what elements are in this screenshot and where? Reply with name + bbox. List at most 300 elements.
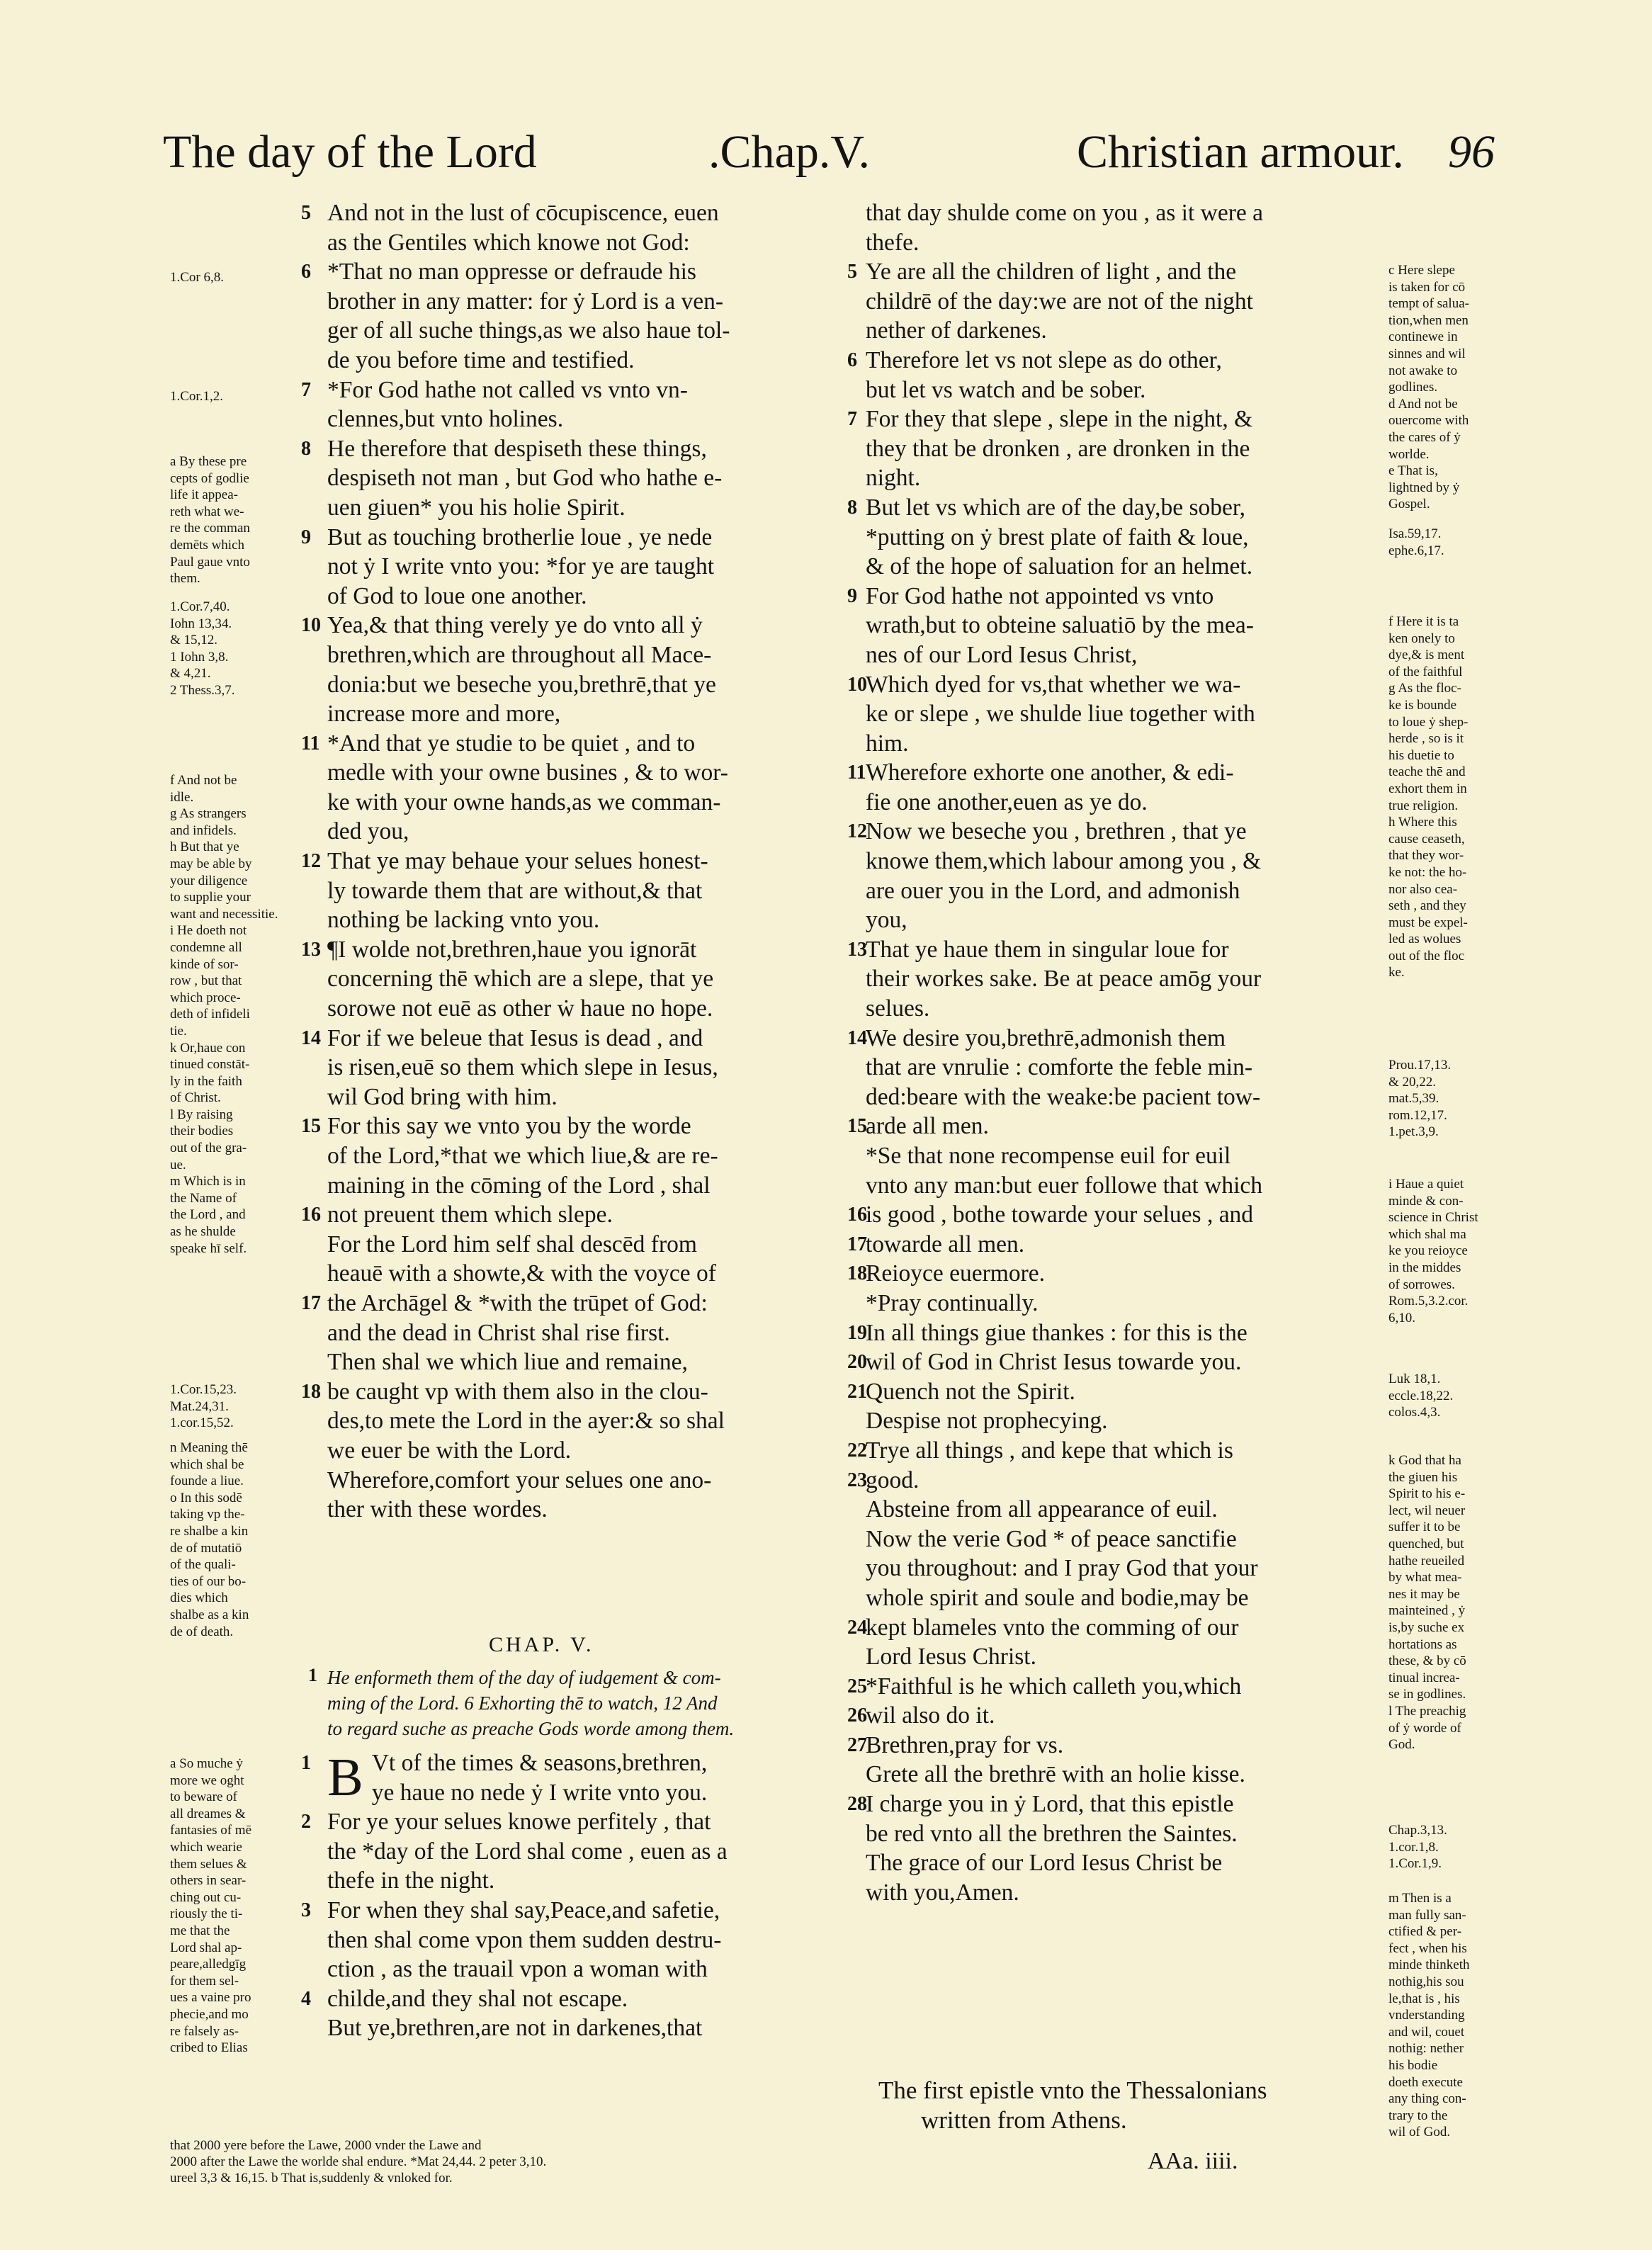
margin-note-line: the giuen his (1388, 1469, 1458, 1485)
text-line: the *day of the Lord shal come , euen as a (327, 1838, 728, 1865)
margin-note-line: k God that ha (1388, 1453, 1461, 1468)
text-line: nes of our Lord Iesus Christ, (866, 641, 1138, 668)
margin-note-line: Gospel. (1388, 497, 1430, 512)
margin-note-line: l The preachig (1388, 1703, 1466, 1719)
margin-note-line: continewe in (1388, 329, 1458, 345)
margin-note-line: doeth execute (1388, 2074, 1463, 2090)
margin-note-line: Spirit to his e- (1388, 1486, 1466, 1502)
verse-number: 25 (847, 1675, 867, 1697)
verse-number (847, 1406, 866, 1436)
margin-note-line: phecie,and mo (170, 2006, 249, 2022)
margin-note-line: ly in the faith (170, 1073, 242, 1089)
margin-note-line: founde a liue. (170, 1474, 244, 1489)
argument-line: ming of the Lord. 6 Exhorting thē to watch, 12 And (327, 1692, 718, 1714)
verse-number (301, 228, 325, 258)
text-line: not preuent them which slepe. (327, 1202, 613, 1228)
margin-note-line: eccle.18,22. (1388, 1388, 1454, 1403)
text-line: For the Lord him self shal descēd from (327, 1231, 697, 1257)
verse-number (847, 1171, 866, 1201)
text-line: Ye are all the children of light , and the (866, 259, 1237, 286)
verse-number (847, 1819, 866, 1849)
margin-note-line: e That is, (1388, 463, 1438, 479)
verse-number: 7 (847, 408, 857, 431)
margin-note-line: i Haue a quiet (1388, 1177, 1464, 1192)
margin-note-line: as he shulde (170, 1224, 236, 1240)
margin-note-line: & 20,22. (1388, 1074, 1437, 1090)
text-line: *putting on ẏ brest plate of faith & loue, (866, 524, 1249, 550)
margin-note-line: sinnes and wil (1388, 346, 1466, 361)
margin-note-line: ue. (170, 1157, 186, 1172)
verse-number (301, 346, 325, 375)
margin-note-line: ties of our bo- (170, 1573, 247, 1589)
margin-note-line: peare,alledgīg (170, 1957, 247, 1972)
text-line: ther with these wordes. (327, 1496, 548, 1523)
margin-note-line: re falsely as- (170, 2023, 239, 2039)
verse-number (301, 1866, 325, 1896)
verse-number: 19 (847, 1321, 867, 1344)
text-line: are ouer you in the Lord, and admonish (866, 877, 1240, 904)
margin-note-line: the Lord , and (170, 1207, 246, 1223)
text-line: Therefore let vs not slepe as do other, (866, 346, 1222, 373)
text-line: Reioyce euermore. (866, 1260, 1045, 1287)
margin-note-line: mainteined , ẏ (1388, 1603, 1466, 1619)
drop-cap: B (327, 1748, 363, 1807)
text-line: medle with your owne busines , & to wor- (327, 759, 728, 786)
verse-number (301, 1837, 325, 1867)
right-margin-note-7 (1388, 1452, 1495, 1753)
margin-note-line: Lord shal ap- (170, 1940, 242, 1955)
text-line: ke or slepe , we shulde liue together with (866, 701, 1255, 728)
text-line: wrath,but to obteine saluatiō by the mea- (866, 612, 1254, 639)
verse-number: 18 (301, 1380, 321, 1403)
text-line: night. (866, 465, 921, 492)
text-line: heauē with a showte,& with the voyce of (327, 1260, 716, 1287)
margin-note-line: of sorrowes. (1388, 1277, 1455, 1292)
text-line: kept blameles vnto the comming of our (866, 1614, 1239, 1641)
margin-note-line: f And not be (170, 773, 237, 788)
verse-number (847, 611, 866, 640)
text-line: despiseth not man , but God who hathe e- (327, 465, 723, 492)
text-line: I charge you in ẏ Lord, that this epistle (866, 1791, 1234, 1818)
margin-note-line: colos.4,3. (1388, 1405, 1441, 1420)
margin-note-line: cause ceaseth, (1388, 831, 1465, 847)
margin-note-line: ephe.6,17. (1388, 543, 1444, 558)
right-margin-note-2 (1388, 526, 1495, 559)
text-line: ded you, (327, 818, 409, 845)
margin-note-line: taking vp the- (170, 1507, 245, 1522)
verse-number (847, 1141, 866, 1171)
margin-note-line: 1.pet.3,9. (1388, 1124, 1439, 1140)
verse-number (847, 699, 866, 729)
right-margin-note-1 (1388, 262, 1495, 513)
margin-note-line: ke you reioyce (1388, 1243, 1468, 1259)
signature-mark: AAa. iiii. (1148, 2148, 1238, 2174)
margin-note-line: their bodies (170, 1124, 234, 1139)
margin-note-line: the cares of ẏ (1388, 429, 1461, 445)
left-margin-note-8 (170, 1756, 312, 2057)
chapter-text (327, 1748, 837, 2043)
left-margin-note-2 (170, 388, 312, 405)
margin-note-line: deth of infideli (170, 1007, 250, 1022)
text-line: that day shulde come on you , as it were a (866, 200, 1263, 226)
text-line: ded:beare with the weake:be pacient tow- (866, 1083, 1261, 1110)
text-line: In all things giue thankes : for this is the (866, 1319, 1248, 1346)
margin-note-line: m Which is in (170, 1174, 246, 1189)
margin-note-line: exhort them in (1388, 781, 1467, 796)
text-line: ger of all suche things,as we also haue tol- (327, 317, 730, 344)
verse-number: 15 (301, 1115, 321, 1138)
verse-number: 16 (847, 1204, 867, 1226)
verse-number: 6 (847, 349, 857, 371)
verse-number: 28 (847, 1793, 867, 1816)
text-line: He therefore that despiseth these things, (327, 435, 707, 462)
left-margin-note-5 (170, 772, 312, 1257)
margin-note-line: and infidels. (170, 822, 237, 838)
text-line: Grete all the brethrē with an holie kisse. (866, 1761, 1245, 1788)
margin-note-line: 1 Iohn 3,8. (170, 649, 229, 665)
margin-note-line: l By raising (170, 1107, 233, 1122)
text-line: & of the hope of saluation for an helmet. (866, 553, 1253, 580)
margin-note-line: ouercome with (1388, 413, 1469, 429)
margin-note-line: 2 Thess.3,7. (170, 682, 235, 698)
margin-note-line: out of the floc (1388, 948, 1465, 963)
margin-note-line: lect, wil neuer (1388, 1503, 1466, 1518)
margin-note-line: others in sear- (170, 1873, 247, 1889)
argument-number: 1 (308, 1665, 317, 1685)
margin-note-line: ke. (1388, 965, 1405, 980)
text-line: wil God bring with him. (327, 1083, 558, 1110)
text-line: increase more and more, (327, 701, 561, 728)
margin-note-line: which wearie (170, 1839, 242, 1855)
text-line: ¶I wolde not,brethren,haue you ignorāt (327, 936, 697, 963)
text-line: Trye all things , and kepe that which is (866, 1437, 1233, 1464)
left-margin-note-4 (170, 599, 312, 699)
text-line: is good , bothe towarde your selues , and (866, 1202, 1254, 1228)
margin-note-line: ues a vaine pro (170, 1990, 251, 2006)
margin-note-line: Iohn 13,34. (170, 616, 232, 631)
margin-note-line: 1.Cor 6,8. (170, 270, 224, 285)
margin-note-line: Chap.3,13. (1388, 1823, 1447, 1838)
verse-number: 7 (301, 378, 311, 401)
margin-note-line: riously the ti- (170, 1906, 243, 1922)
margin-note-line: fect , when his (1388, 1940, 1467, 1956)
margin-note-line: which proce- (170, 990, 241, 1005)
left-margin-note-1 (170, 269, 312, 286)
verse-number: 4 (301, 1987, 311, 2010)
verse-number (847, 1642, 866, 1672)
margin-note-line: nes it may be (1388, 1586, 1460, 1602)
verse-number (847, 847, 866, 876)
verse-number (847, 552, 866, 582)
text-line: ke with your owne hands,as we comman- (327, 788, 721, 815)
margin-note-line: minde & con- (1388, 1193, 1464, 1209)
text-line: Lord Iesus Christ. (866, 1644, 1036, 1670)
text-line: wil also do it. (866, 1702, 995, 1729)
verse-number (301, 1926, 325, 1955)
text-line: wil of God in Christ Iesus towarde you. (866, 1349, 1242, 1376)
verse-number: 5 (301, 202, 311, 224)
margin-note-line: out of the gra- (170, 1141, 247, 1156)
margin-note-line: row , but that (170, 973, 242, 989)
margin-note-line: his bodie (1388, 2057, 1438, 2073)
text-line: that are vnrulie : comforte the feble min- (866, 1054, 1253, 1081)
right-verse-numbers (847, 198, 866, 1848)
text-line: we euer be with the Lord. (327, 1437, 572, 1464)
text-line: For God hathe not appointed vs vnto (866, 582, 1214, 609)
verse-number (301, 1955, 325, 1984)
margin-note-line: led as wolues (1388, 932, 1461, 947)
text-line: And not in the lust of cōcupiscence, euen (327, 200, 719, 226)
text-line: nether of darkenes. (866, 317, 1047, 344)
margin-note-line: is,by suche ex (1388, 1619, 1465, 1635)
text-line: Now we beseche you , brethren , that ye (866, 818, 1247, 845)
verse-number (847, 1053, 866, 1082)
verse-number: 3 (301, 1899, 311, 1921)
verse-number (847, 1495, 866, 1525)
margin-note-line: mat.5,39. (1388, 1091, 1439, 1107)
margin-note-line: re the comman (170, 521, 250, 536)
text-line: as the Gentiles which knowe not God: (327, 229, 690, 256)
margin-note-line: lightned by ẏ (1388, 480, 1460, 495)
margin-note-line: a So muche ẏ (170, 1756, 243, 1771)
margin-note-line: nor also cea- (1388, 881, 1458, 897)
margin-note-line: 1.Cor.15,23. (170, 1382, 237, 1397)
verse-number: 10 (847, 673, 867, 696)
margin-note-line: cepts of godlie (170, 470, 249, 486)
margin-note-line: tion,when men (1388, 312, 1469, 328)
right-margin-note-4 (1388, 1057, 1495, 1141)
verse-number (847, 1760, 866, 1790)
margin-note-line: se in godlines. (1388, 1687, 1466, 1702)
verse-number: 10 (301, 614, 321, 637)
text-line: The grace of our Lord Iesus Christ be (866, 1850, 1223, 1877)
margin-note-line: ctified & per- (1388, 1924, 1462, 1940)
verse-number: 20 (847, 1351, 867, 1374)
margin-note-line: trary to the (1388, 2108, 1448, 2123)
running-header (163, 120, 1495, 184)
text-line: *Pray continually. (866, 1289, 1039, 1316)
text-line: knowe them,which labour among you , & (866, 848, 1262, 875)
verse-number: 14 (847, 1027, 867, 1049)
text-line: donia:but we beseche you,brethrē,that ye (327, 671, 716, 698)
header-chapter: .Chap.V. (708, 126, 870, 178)
text-line: of God to loue one another. (327, 582, 587, 609)
margin-note-line: condemne all (170, 939, 242, 955)
verse-number (847, 640, 866, 670)
verse-number: 11 (847, 762, 866, 784)
margin-note-line: not awake to (1388, 363, 1458, 378)
subscription-line: The first epistle vnto the Thessalonians (878, 2076, 1267, 2104)
margin-note-line: Prou.17,13. (1388, 1058, 1452, 1073)
footnote-line: 2000 after the Lawe the worlde shal endure. *Mat 24,44. 2 peter 3,10. (170, 2154, 547, 2169)
margin-note-line: of Christ. (170, 1090, 221, 1106)
margin-note-line: to loue ẏ shep- (1388, 714, 1469, 730)
margin-note-line: suffer it to be (1388, 1520, 1461, 1535)
margin-note-line: God. (1388, 1737, 1415, 1753)
margin-note-line: these, & by cō (1388, 1653, 1466, 1669)
verse-number (847, 316, 866, 346)
margin-note-line: his duetie to (1388, 747, 1454, 763)
margin-note-line: tinued constāt- (170, 1057, 250, 1073)
margin-note-line: your diligence (170, 873, 248, 888)
margin-note-line: cribed to Elias (170, 2040, 248, 2056)
header-left-title: The day of the Lord (163, 126, 537, 178)
verse-number (847, 523, 866, 553)
margin-note-line: of ẏ worde of (1388, 1720, 1461, 1736)
text-line: Absteine from all appearance of euil. (866, 1496, 1218, 1523)
verse-number: 22 (847, 1439, 867, 1462)
text-line: clennes,but vnto holines. (327, 406, 564, 433)
verse-number: 13 (847, 938, 867, 961)
verse-number (847, 1554, 866, 1583)
margin-note-line: quenched, but (1388, 1536, 1464, 1551)
verse-number: 1 (301, 1752, 311, 1774)
verse-number: 24 (847, 1616, 867, 1639)
margin-note-line: and wil, couet (1388, 2024, 1465, 2040)
margin-note-line: ken onely to (1388, 631, 1455, 646)
verse-number (847, 198, 866, 228)
verse-number: 18 (847, 1262, 867, 1285)
margin-note-line: de of death. (170, 1624, 234, 1639)
text-line: vnto any man:but euer followe that which (866, 1172, 1263, 1199)
margin-note-line: kinde of sor- (170, 956, 239, 972)
verse-number (301, 1259, 325, 1289)
margin-note-line: which shal ma (1388, 1226, 1466, 1242)
margin-note-line: of the quali- (170, 1557, 236, 1573)
margin-note-line: to supplie your (170, 890, 251, 905)
argument-line: He enformeth them of the day of iudgement & com- (327, 1667, 721, 1688)
margin-note-line: ching out cu- (170, 1889, 242, 1905)
margin-note-line: any thing con- (1388, 2091, 1466, 2107)
margin-note-line: c Here slepe (1388, 263, 1455, 278)
margin-note-line: reth what we- (170, 504, 244, 519)
text-line: brother in any matter: for ẏ Lord is a ven- (327, 288, 724, 315)
text-line: brethren,which are throughout all Mace- (327, 641, 712, 668)
margin-note-line: by what mea- (1388, 1570, 1462, 1585)
margin-note-line: me that the (170, 1923, 230, 1938)
text-line: Which dyed for vs,that whether we wa- (866, 671, 1241, 698)
verse-number: 14 (301, 1027, 321, 1049)
text-line: Vt of the times & seasons,brethren, (371, 1750, 708, 1776)
margin-note-line: them. (170, 571, 200, 587)
margin-note-line: le,that is , his (1388, 1991, 1460, 2006)
text-line: but let vs watch and be sober. (866, 376, 1146, 403)
verse-number: 26 (847, 1705, 867, 1727)
left-margin-note-3 (170, 453, 312, 587)
margin-note-line: of the faithful (1388, 664, 1463, 679)
margin-note-line: ke is bounde (1388, 697, 1457, 713)
text-line: For ye your selues knowe perfitely , that (327, 1809, 711, 1836)
text-line: you throughout: and I pray God that your (866, 1555, 1258, 1582)
margin-note-line: hortations as (1388, 1636, 1457, 1652)
verse-number (847, 375, 866, 405)
text-line: *Faithful is he which calleth you,which (866, 1673, 1242, 1700)
text-line: Brethren,pray for vs. (866, 1731, 1064, 1758)
text-line: Quench not the Spirit. (866, 1378, 1075, 1405)
margin-note-line: 1.cor.1,8. (1388, 1839, 1439, 1855)
margin-note-line: o In this sodē (170, 1490, 242, 1505)
verse-number: 12 (847, 820, 867, 843)
text-line: That ye may behaue your selues honest- (327, 848, 708, 875)
text-line: But let vs which are of the day,be sober, (866, 494, 1246, 521)
margin-note-line: Mat.24,31. (170, 1398, 229, 1414)
verse-number: 16 (301, 1204, 321, 1226)
text-line: des,to mete the Lord in the ayer:& so shal (327, 1408, 725, 1435)
right-column-text (866, 198, 1386, 1907)
margin-note-line: nothig,his sou (1388, 1974, 1464, 1989)
margin-note-line: g As strangers (170, 806, 247, 822)
verse-number: 11 (301, 732, 320, 754)
text-line: For they that slepe , slepe in the night, & (866, 406, 1253, 433)
margin-note-line: want and necessitie. (170, 906, 278, 922)
margin-note-line: herde , so is it (1388, 731, 1464, 747)
margin-note-line: rom.12,17. (1388, 1107, 1447, 1123)
verse-number: 15 (847, 1115, 867, 1138)
text-line: For if we beleue that Iesus is dead , and (327, 1024, 703, 1051)
text-line: towarde all men. (866, 1231, 1025, 1257)
verse-number: 13 (301, 938, 321, 961)
verse-number: 8 (301, 437, 311, 460)
right-margin-note-6 (1388, 1371, 1495, 1421)
verse-number (847, 905, 866, 935)
margin-note-line: 1.Cor.1,9. (1388, 1856, 1442, 1872)
margin-note-line: in the middes (1388, 1260, 1461, 1275)
verse-number: 9 (847, 584, 857, 607)
margin-note-line: de of mutatiō (170, 1540, 242, 1556)
text-line: For this say we vnto you by the worde (327, 1113, 691, 1140)
text-line: then shal come vpon them sudden destru- (327, 1926, 722, 1953)
text-line: fie one another,euen as ye do. (866, 788, 1148, 815)
text-line: they that be dronken , are dronken in the (866, 435, 1250, 462)
margin-note-line: f Here it is ta (1388, 614, 1459, 629)
margin-note-line: is taken for cō (1388, 279, 1466, 295)
margin-note-line: true religion. (1388, 798, 1459, 813)
text-line: *And that ye studie to be quiet , and to (327, 730, 696, 757)
text-line: Now the verie God * of peace sanctifie (866, 1525, 1237, 1552)
verse-number: 21 (847, 1380, 867, 1403)
text-line: Yea,& that thing verely ye do vnto all ẏ (327, 612, 703, 639)
margin-note-line: life it appea- (170, 487, 239, 503)
verse-number (847, 994, 866, 1024)
margin-note-line: dies which (170, 1590, 228, 1606)
chapter-argument (327, 1665, 837, 1741)
margin-note-line: 6,10. (1388, 1310, 1415, 1325)
text-line: and the dead in Christ shal rise first. (327, 1319, 670, 1346)
verse-number: 2 (301, 1811, 311, 1833)
verse-number (301, 316, 325, 346)
margin-note-line: ke not: the ho- (1388, 864, 1467, 880)
margin-note-line: seth , and they (1388, 898, 1466, 914)
verse-number (301, 1347, 325, 1377)
margin-note-line: worlde. (1388, 446, 1430, 462)
margin-note-line: which shal be (170, 1457, 244, 1472)
margin-note-line: h Where this (1388, 815, 1457, 830)
margin-note-line: 1.Cor.7,40. (170, 599, 230, 614)
text-line: *For God hathe not called vs vnto vn- (327, 376, 688, 403)
margin-note-line: the Name of (170, 1190, 237, 1206)
margin-note-line: Paul gaue vnto (170, 554, 250, 570)
text-line: That ye haue them in singular loue for (866, 936, 1229, 963)
footnote-line: that 2000 yere before the Lawe, 2000 vnder the Lawe and (170, 2138, 482, 2153)
verse-number (847, 287, 866, 317)
text-line: sorowe not euē as other ẇ haue no hope. (327, 995, 713, 1022)
margin-note-line: fantasies of mē (170, 1823, 252, 1838)
left-margin-note-7 (170, 1440, 312, 1640)
margin-note-line: demēts which (170, 537, 245, 553)
verse-number: 17 (847, 1233, 867, 1255)
margin-note-line: dye,& is ment (1388, 648, 1465, 663)
right-margin-note-8 (1388, 1822, 1495, 1872)
